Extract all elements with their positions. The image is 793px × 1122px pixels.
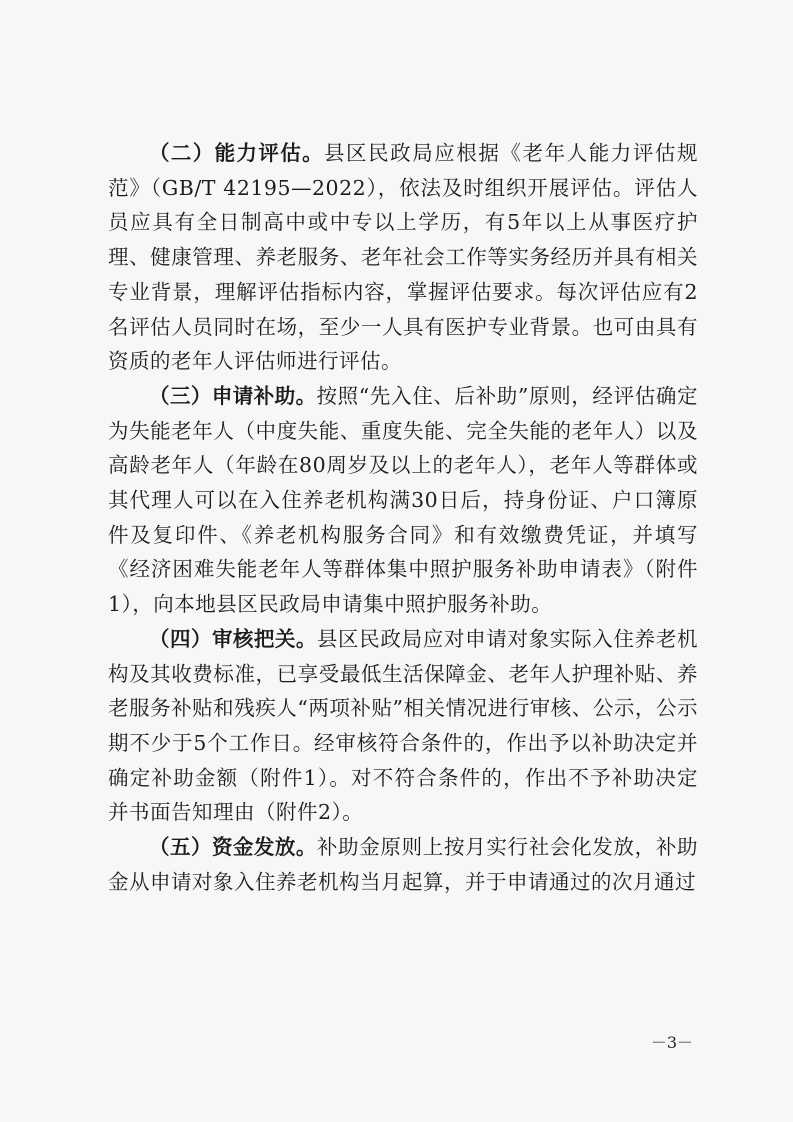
paragraph-application — [108, 379, 698, 622]
paragraph-funding — [108, 830, 698, 899]
document-body — [108, 136, 698, 899]
paragraph-heading: （二）能力评估。 — [149, 141, 324, 165]
paragraph-heading: （三）申请补助。 — [149, 383, 317, 408]
paragraph-text: 按照“先入住、后补助”原则，经评估确定为失能老年人（中度失能、重度失能、完全失能的老年人）以及高龄老年人（年龄在80周岁及以上的老年人），老年人等群体或其代理人可以在入住养老机构满30日后，持身份证、户口簿原件及复印件、《养老机构服务合同》和有效缴费凭证，并填写《经济困难失能老年人等群体集中照护服务补助申请表》（附件1），向本地县区民政局申请集中照护服务补助。 — [108, 383, 698, 617]
paragraph-heading: （四）审核把关。 — [149, 626, 317, 651]
paragraph-text: 补助金原则上按月实行社会化发放，补助金从申请对象入住养老机构当月起算，并于申请通过的次月通过 — [108, 835, 698, 894]
paragraph-review — [108, 622, 698, 830]
paragraph-text: 县区民政局应根据《老年人能力评估规范》（GB/T 42195—2022），依法及时组织开展评估。评估人员应具有全日制高中或中专以上学历，有5年以上从事医疗护理、健康管理、养老服务、老年社会工作等实务经历并具有相关专业背景，理解评估指标内容，掌握评估要求。每次评估应有2名评估人员同时在场，至少一人具有医护专业背景。也可由具有资质的老年人评估师进行评估。 — [108, 141, 698, 374]
paragraph-heading: （五）资金发放。 — [149, 835, 317, 860]
paragraph-assessment — [108, 136, 698, 379]
paragraph-text: 县区民政局应对申请对象实际入住养老机构及其收费标准，已享受最低生活保障金、老年人护理补贴、养老服务补贴和残疾人“两项补贴”相关情况进行审核、公示，公示期不少于5个工作日。经审核符合条件的，作出予以补助决定并确定补助金额（附件1）。对不符合条件的，作出不予补助决定并书面告知理由（附件2）。 — [108, 626, 698, 825]
page-number: －3－ — [650, 1033, 693, 1052]
